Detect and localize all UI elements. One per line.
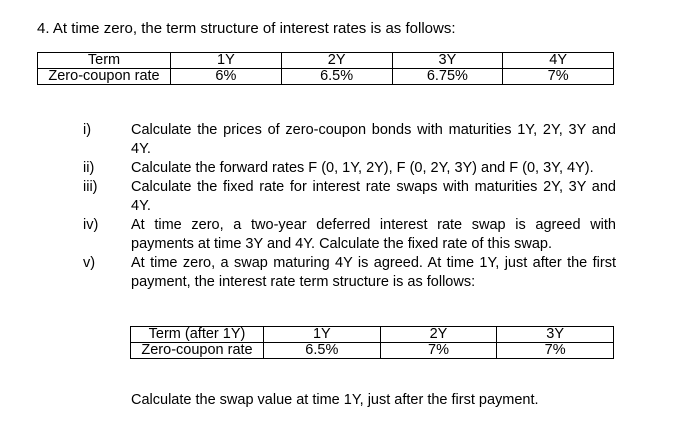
table-cell: 3Y — [497, 327, 614, 343]
table-header-cell: Zero-coupon rate — [38, 69, 171, 85]
table-cell: 6.5% — [281, 69, 392, 85]
table-header-cell: Zero-coupon rate — [131, 343, 264, 359]
table-cell: 2Y — [281, 53, 392, 69]
item-number: v) — [83, 255, 96, 271]
item-text: Calculate the fixed rate for interest rate swaps with maturities 2Y, 3Y and 4Y. — [131, 179, 616, 214]
table-row — [131, 343, 614, 359]
table-cell: 1Y — [264, 327, 381, 343]
item-number: ii) — [83, 160, 95, 176]
table-cell: 7% — [380, 343, 497, 359]
question-title: 4. At time zero, the term structure of interest rates is as follows: — [37, 20, 456, 37]
item-text: At time zero, a two-year deferred interest rate swap is agreed with payments at time 3Y and 4Y. Calculate the fixed rate of this swap. — [131, 217, 616, 252]
table-cell: 6.75% — [392, 69, 503, 85]
table-cell: 7% — [503, 69, 614, 85]
item-number: iv) — [83, 217, 99, 233]
item-text: Calculate the forward rates F (0, 1Y, 2Y), F (0, 2Y, 3Y) and F (0, 3Y, 4Y). — [131, 160, 594, 176]
item-text: At time zero, a swap maturing 4Y is agreed. At time 1Y, just after the first payment, the interest rate term structure is as follows: — [131, 255, 616, 290]
table-header-cell: Term (after 1Y) — [131, 327, 264, 343]
term-structure-table-after-1y — [130, 326, 614, 359]
table-cell: 1Y — [171, 53, 282, 69]
table-header-cell: Term — [38, 53, 171, 69]
table-cell: 2Y — [380, 327, 497, 343]
question-list — [83, 121, 616, 292]
table-cell: 6.5% — [264, 343, 381, 359]
table-cell: 4Y — [503, 53, 614, 69]
table-cell: 7% — [497, 343, 614, 359]
table-cell: 6% — [171, 69, 282, 85]
term-structure-table — [37, 52, 614, 85]
table-row — [38, 53, 614, 69]
item-text: Calculate the prices of zero-coupon bonds with maturities 1Y, 2Y, 3Y and 4Y. — [131, 122, 616, 157]
table-cell: 3Y — [392, 53, 503, 69]
list-item — [83, 178, 616, 216]
table-row — [131, 327, 614, 343]
list-item — [83, 159, 616, 178]
item-number: iii) — [83, 179, 98, 195]
item-number: i) — [83, 122, 92, 138]
list-item — [83, 121, 616, 159]
list-item — [83, 216, 616, 254]
list-item — [83, 254, 616, 292]
table-row — [38, 69, 614, 85]
final-instruction: Calculate the swap value at time 1Y, just after the first payment. — [131, 392, 539, 408]
